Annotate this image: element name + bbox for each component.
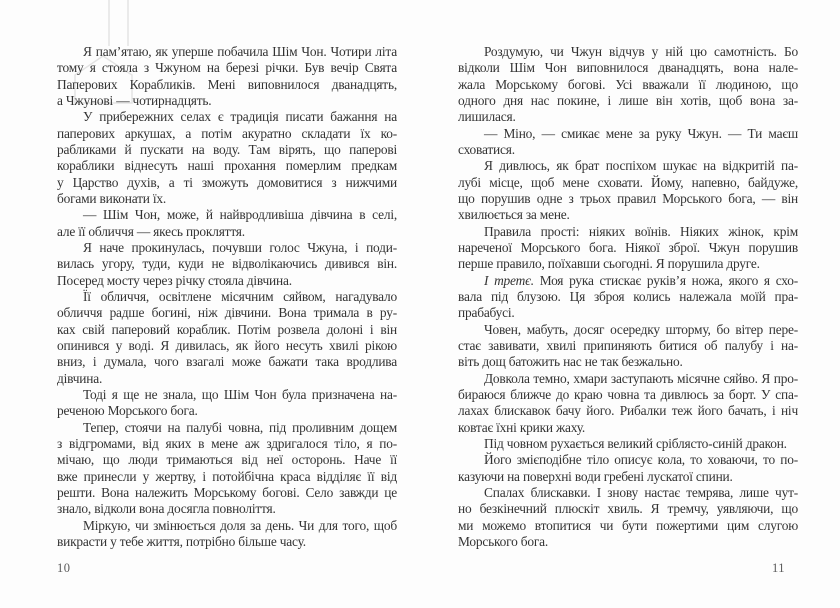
text-line: одного дня нас покине, і лише він хотів, щоб вона за- xyxy=(458,92,798,108)
text-line: віть дощ батожить нас не так безжально. xyxy=(458,354,683,370)
text-line: перше правило, поїхавши сьогодні. Я порушила друге. xyxy=(458,256,760,272)
text-line: лахах блискавок бачу його. Рибалки теж його бачать, і ніч xyxy=(458,403,798,419)
text-line: вала під блузою. Ця зброя колись належала моїй пра- xyxy=(458,288,798,304)
text-line: але її обличчя — якесь прокляття. xyxy=(57,223,245,239)
text-line: Я наче прокинулась, почувши голос Чжуна, і поди- xyxy=(83,239,397,255)
left-page-text xyxy=(57,44,397,550)
text-line: Човен, мабуть, досяг осередку шторму, бо вітер пере- xyxy=(484,321,798,337)
text-line: вниз, і думала, чого взагалі може бажати така вродлива xyxy=(57,354,397,370)
text-line: а Чжунові — чотирнадцять. xyxy=(57,92,212,108)
text-line: рабликами й пускати на воду. Там вірять, що паперові xyxy=(57,141,397,157)
text-line: мічаю, що люди тримаються від неї осторонь. Наче її xyxy=(57,452,397,468)
text-line: — Міно, — смикає мене за руку Чжун. — Ти маєш xyxy=(484,125,798,141)
text-line: Довкола темно, хмари заступають місячне сяйво. Я про- xyxy=(484,370,798,386)
text-line: дівчина. xyxy=(57,370,103,386)
text-line: Тоді я ще не знала, що Шім Чон була призначена на- xyxy=(83,386,397,402)
text-line: Правила прості: ніяких воїнів. Ніяких жінок, крім xyxy=(484,223,798,239)
text-line: казуючи на поверхні води гребені лускатої спини. xyxy=(458,468,733,484)
text-line: Роздумую, чи Чжун відчув у ній цю самотність. Бо xyxy=(484,44,798,59)
text-line: Посеред мосту через річку стояла дівчина. xyxy=(57,272,292,288)
text-line xyxy=(458,273,798,289)
right-page-number: 11 xyxy=(771,561,785,575)
text-line: богами виконати їх. xyxy=(57,190,167,206)
text-line: Тепер, стоячи на палубі човна, під проливним дощем xyxy=(83,419,397,435)
text-line: — Шім Чон, може, й найвродливіша дівчина в селі, xyxy=(83,207,397,223)
text-line: знало, відколи вона досягла повноліття. xyxy=(57,501,276,517)
text-line: відколи Шім Чон виповнилося дванадцять, вона нале- xyxy=(458,60,798,76)
text-line: паперових аркушах, а потім акуратно складати їх ко- xyxy=(57,125,397,141)
text-line: жала Морському богові. Усі вважали її людиною, що xyxy=(458,76,798,92)
text-line: реченою Морського бога. xyxy=(57,403,198,419)
text-line: хвилюється за мене. xyxy=(458,207,570,223)
text-line: решти. Вона належить Морському богові. Село завжди це xyxy=(57,484,397,500)
text-line: Я дивлюсь, як брат поспіхом шукає на відкритій па- xyxy=(484,158,798,174)
text-line: обличчя радше богині, ніж дівчини. Вона тримала в ру- xyxy=(57,305,397,321)
italic-text-segment: І третє. xyxy=(484,272,534,288)
text-line: викрасти у тебе життя, потрібно більше часу. xyxy=(57,533,306,549)
text-line: у Царство духів, а ті зможуть домовитися з нижчими xyxy=(57,174,397,190)
text-line: прабабусі. xyxy=(458,305,515,321)
text-line: Її обличчя, освітлене місячним сяйвом, нагадувало xyxy=(83,288,397,304)
text-line: бираюся ближче до краю човна та дивлюсь за борт. У спа- xyxy=(458,386,798,402)
text-line: ках свій паперовий кораблик. Потім розвела долоні і він xyxy=(57,321,397,337)
text-line: Я пам’ятаю, як уперше побачила Шім Чон. Чотири літа xyxy=(83,44,397,59)
text-line: тому я стояла з Чжуном на березі річки. Був вечір Свята xyxy=(57,60,397,76)
text-line: Його змієподібне тіло описує кола, то ховаючи, то по- xyxy=(484,452,798,468)
text-line: Спалах блискавки. І знову настає темрява, лише чут- xyxy=(484,484,798,500)
text-line: кораблики віднесуть наші прохання померлим предкам xyxy=(57,158,397,174)
text-line: ми можемо втопитися чи бути пожертими цим слугою xyxy=(458,517,798,533)
text-segment: Моя рука стискає руків’я ножа, якого я схо- xyxy=(533,272,798,288)
text-line: Паперових Корабликів. Мені виповнилося дванадцять, xyxy=(57,76,397,92)
text-line: лишилася. xyxy=(458,109,516,125)
text-line: стає завивати, хвилі припиняють битися об палубу і на- xyxy=(458,337,798,353)
text-line: Морського бога. xyxy=(458,533,549,549)
text-line: опинився у воді. Я дивилась, як його несуть хвилі рікою xyxy=(57,337,397,353)
text-line: що порушив одне з трьох правил Морського бога, — він xyxy=(458,190,798,206)
text-line: лубі місце, щоб мене сховати. Йому, напевно, байдуже, xyxy=(458,174,798,190)
text-line: нареченої Морського бога. Ніякої зброї. Чжун порушив xyxy=(458,239,798,255)
text-line: з відгромами, від яких в мене аж здригалося тіло, я по- xyxy=(57,435,397,451)
text-line: вилась угору, туди, куди не відволікаючись дивився він. xyxy=(57,256,397,272)
text-line: но безкінечний плюскіт хвиль. Я тремчу, уявляючи, що xyxy=(458,501,798,517)
text-line: У прибережних селах є традиція писати бажання на xyxy=(83,109,397,125)
text-line: ковтає їхні крики жаху. xyxy=(458,419,586,435)
right-page-text xyxy=(458,44,798,550)
text-line: вже принесли у жертву, і потойбічна краса відділяє її від xyxy=(57,468,397,484)
text-line: сховатися. xyxy=(458,141,515,157)
left-page-number: 10 xyxy=(57,561,71,575)
text-line: Під човном рухається великий сріблясто-синій дракон. xyxy=(484,435,787,451)
text-line: Міркую, чи змінюється доля за день. Чи для того, щоб xyxy=(83,517,397,533)
